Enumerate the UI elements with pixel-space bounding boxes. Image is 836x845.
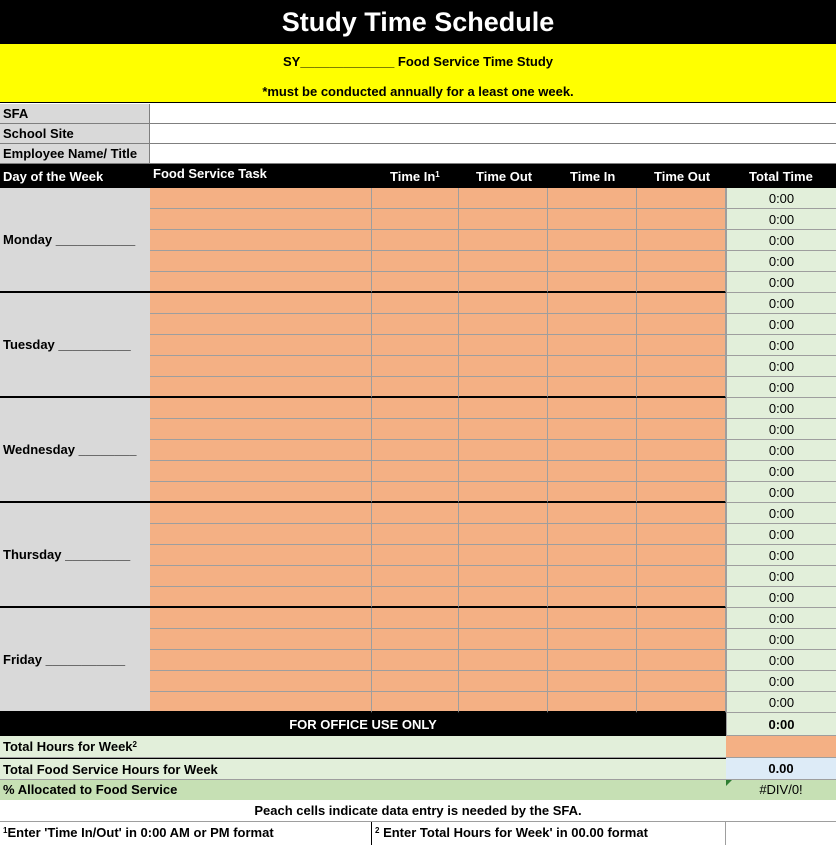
food-hours-value: 0.00 [726, 758, 836, 780]
time-out-2-cell[interactable] [637, 209, 726, 230]
time-out-1-cell[interactable] [459, 482, 548, 503]
task-cell[interactable] [150, 377, 372, 398]
time-out-2-cell[interactable] [637, 566, 726, 587]
time-in-1-cell[interactable] [372, 461, 459, 482]
total-time-cell: 0:00 [726, 461, 836, 482]
time-in-1-cell[interactable] [372, 440, 459, 461]
footnote-1: $^1$Enter 'Time In/Out' in 0:00 AM or PM format [0, 822, 372, 845]
school-site-label: School Site [0, 124, 150, 144]
total-time-cell: 0:00 [726, 272, 836, 293]
total-time-cell: 0:00 [726, 230, 836, 251]
time-out-2-cell[interactable] [637, 314, 726, 335]
time-in-1-cell[interactable] [372, 293, 459, 314]
time-in-1-cell[interactable] [372, 650, 459, 671]
task-cell[interactable] [150, 461, 372, 482]
time-in-2-cell[interactable] [548, 650, 637, 671]
time-out-1-cell[interactable] [459, 209, 548, 230]
header-time-in-2: Time In [570, 169, 616, 184]
time-out-2-cell[interactable] [637, 272, 726, 293]
task-cell[interactable] [150, 440, 372, 461]
time-in-2-cell[interactable] [548, 545, 637, 566]
total-time-cell: 0:00 [726, 482, 836, 503]
time-out-2-cell[interactable] [637, 377, 726, 398]
time-in-1-cell[interactable] [372, 545, 459, 566]
time-out-1-cell[interactable] [459, 293, 548, 314]
total-time-cell: 0:00 [726, 335, 836, 356]
total-time-cell: 0:00 [726, 293, 836, 314]
time-out-1-cell[interactable] [459, 461, 548, 482]
time-out-2-cell[interactable] [637, 650, 726, 671]
time-out-2-cell[interactable] [637, 671, 726, 692]
total-time-cell: 0:00 [726, 650, 836, 671]
time-in-1-cell[interactable] [372, 272, 459, 293]
time-out-2-cell[interactable] [637, 524, 726, 545]
time-out-1-cell[interactable] [459, 566, 548, 587]
time-in-2-cell[interactable] [548, 314, 637, 335]
day-label [0, 503, 150, 608]
time-in-1-cell[interactable] [372, 587, 459, 608]
sfa-input[interactable] [150, 104, 836, 124]
time-in-1-cell[interactable] [372, 356, 459, 377]
time-out-1-cell[interactable] [459, 272, 548, 293]
time-in-2-cell[interactable] [548, 377, 637, 398]
time-in-2-cell[interactable] [548, 524, 637, 545]
time-out-1-cell[interactable] [459, 419, 548, 440]
time-out-1-cell[interactable] [459, 356, 548, 377]
total-time-cell: 0:00 [726, 440, 836, 461]
day-label [0, 398, 150, 503]
day-label [0, 608, 150, 713]
task-cell[interactable] [150, 692, 372, 713]
task-cell[interactable] [150, 314, 372, 335]
total-time-cell: 0:00 [726, 566, 836, 587]
task-cell[interactable] [150, 251, 372, 272]
header-time-in-1: Time In$^1$ [390, 169, 440, 184]
total-time-cell: 0:00 [726, 608, 836, 629]
day-label-text: Monday ___________ [3, 232, 136, 247]
time-out-2-cell[interactable] [637, 440, 726, 461]
time-in-2-cell[interactable] [548, 398, 637, 419]
total-time-cell: 0:00 [726, 209, 836, 230]
time-in-1-cell[interactable] [372, 524, 459, 545]
time-in-2-cell[interactable] [548, 251, 637, 272]
time-in-2-cell[interactable] [548, 461, 637, 482]
time-in-2-cell[interactable] [548, 671, 637, 692]
time-in-1-cell[interactable] [372, 398, 459, 419]
error-marker-icon [726, 780, 732, 786]
time-out-2-cell[interactable] [637, 608, 726, 629]
yellow-banner [0, 44, 836, 103]
time-in-2-cell[interactable] [548, 419, 637, 440]
time-out-2-cell[interactable] [637, 419, 726, 440]
time-in-1-cell[interactable] [372, 566, 459, 587]
time-in-1-cell[interactable] [372, 251, 459, 272]
task-cell[interactable] [150, 272, 372, 293]
time-in-1-cell[interactable] [372, 419, 459, 440]
task-cell[interactable] [150, 524, 372, 545]
time-in-2-cell[interactable] [548, 230, 637, 251]
time-in-2-cell[interactable] [548, 587, 637, 608]
time-out-2-cell[interactable] [637, 335, 726, 356]
time-out-2-cell[interactable] [637, 356, 726, 377]
time-out-1-cell[interactable] [459, 671, 548, 692]
time-out-1-cell[interactable] [459, 230, 548, 251]
day-label-text: Thursday _________ [3, 547, 131, 562]
header-day: Day of the Week [3, 169, 104, 184]
employee-input[interactable] [150, 144, 836, 164]
pct-allocated-label: % Allocated to Food Service [0, 780, 726, 800]
food-hours-label: Total Food Service Hours for Week [0, 758, 726, 780]
total-hours-label: Total Hours for Week$^2$ [0, 736, 726, 758]
time-out-2-cell[interactable] [637, 503, 726, 524]
time-out-2-cell[interactable] [637, 587, 726, 608]
time-in-1-cell[interactable] [372, 314, 459, 335]
task-cell[interactable] [150, 671, 372, 692]
time-out-1-cell[interactable] [459, 440, 548, 461]
time-in-2-cell[interactable] [548, 272, 637, 293]
task-cell[interactable] [150, 398, 372, 419]
time-in-2-cell[interactable] [548, 503, 637, 524]
task-cell[interactable] [150, 629, 372, 650]
task-cell[interactable] [150, 293, 372, 314]
office-total: 0:00 [726, 713, 836, 736]
day-label-text: Wednesday ________ [3, 442, 137, 457]
time-in-2-cell[interactable] [548, 209, 637, 230]
annual-note: *must be conducted annually for a least one week. [262, 84, 574, 99]
day-label-text: Tuesday __________ [3, 337, 131, 352]
time-in-2-cell[interactable] [548, 440, 637, 461]
header-total-time: Total Time [749, 169, 813, 184]
time-in-1-cell[interactable] [372, 692, 459, 713]
footnote-blank [726, 822, 836, 845]
time-out-1-cell[interactable] [459, 503, 548, 524]
sy-line: SY_____________ Food Service Time Study [282, 54, 554, 69]
task-cell[interactable] [150, 335, 372, 356]
time-out-2-cell[interactable] [637, 230, 726, 251]
time-in-2-cell[interactable] [548, 356, 637, 377]
task-cell[interactable] [150, 503, 372, 524]
time-in-2-cell[interactable] [548, 608, 637, 629]
total-time-cell: 0:00 [726, 671, 836, 692]
time-out-1-cell[interactable] [459, 251, 548, 272]
time-in-1-cell[interactable] [372, 209, 459, 230]
time-out-1-cell[interactable] [459, 650, 548, 671]
total-time-cell: 0:00 [726, 545, 836, 566]
time-out-1-cell[interactable] [459, 335, 548, 356]
time-in-1-cell[interactable] [372, 482, 459, 503]
total-time-cell: 0:00 [726, 314, 836, 335]
time-out-2-cell[interactable] [637, 398, 726, 419]
time-out-2-cell[interactable] [637, 692, 726, 713]
total-hours-input[interactable] [726, 736, 836, 758]
time-in-1-cell[interactable] [372, 188, 459, 209]
time-in-2-cell[interactable] [548, 293, 637, 314]
time-out-1-cell[interactable] [459, 545, 548, 566]
time-out-2-cell[interactable] [637, 188, 726, 209]
header-time-out-2: Time Out [654, 169, 711, 184]
total-time-cell: 0:00 [726, 398, 836, 419]
school-site-input[interactable] [150, 124, 836, 144]
total-time-cell: 0:00 [726, 419, 836, 440]
total-time-cell: 0:00 [726, 251, 836, 272]
day-label [0, 188, 150, 293]
day-label [0, 293, 150, 398]
time-out-1-cell[interactable] [459, 188, 548, 209]
total-time-cell: 0:00 [726, 524, 836, 545]
task-cell[interactable] [150, 230, 372, 251]
total-time-cell: 0:00 [726, 587, 836, 608]
sfa-label: SFA [0, 104, 150, 124]
footnote-2: $^2$ Enter Total Hours for Week' in 00.00 format [372, 822, 726, 845]
time-in-2-cell[interactable] [548, 188, 637, 209]
time-out-1-cell[interactable] [459, 608, 548, 629]
header-time-out-1: Time Out [476, 169, 533, 184]
time-in-2-cell[interactable] [548, 566, 637, 587]
page-title: Study Time Schedule [0, 0, 836, 44]
total-time-cell: 0:00 [726, 356, 836, 377]
time-out-2-cell[interactable] [637, 629, 726, 650]
task-cell[interactable] [150, 419, 372, 440]
time-in-1-cell[interactable] [372, 335, 459, 356]
header-task: Food Service Task [153, 166, 267, 181]
total-time-cell: 0:00 [726, 188, 836, 209]
time-out-1-cell[interactable] [459, 587, 548, 608]
time-out-1-cell[interactable] [459, 692, 548, 713]
task-cell[interactable] [150, 188, 372, 209]
time-in-1-cell[interactable] [372, 377, 459, 398]
time-in-2-cell[interactable] [548, 482, 637, 503]
time-out-1-cell[interactable] [459, 377, 548, 398]
total-time-cell: 0:00 [726, 692, 836, 713]
time-out-1-cell[interactable] [459, 629, 548, 650]
total-time-cell: 0:00 [726, 377, 836, 398]
time-out-2-cell[interactable] [637, 251, 726, 272]
time-out-1-cell[interactable] [459, 398, 548, 419]
time-out-2-cell[interactable] [637, 545, 726, 566]
time-in-2-cell[interactable] [548, 629, 637, 650]
peach-cells-note: Peach cells indicate data entry is needed by the SFA. [0, 800, 836, 822]
time-in-1-cell[interactable] [372, 608, 459, 629]
time-in-2-cell[interactable] [548, 335, 637, 356]
time-in-1-cell[interactable] [372, 629, 459, 650]
task-cell[interactable] [150, 209, 372, 230]
office-use-banner: FOR OFFICE USE ONLY [0, 713, 726, 736]
task-cell[interactable] [150, 482, 372, 503]
task-cell[interactable] [150, 650, 372, 671]
task-cell[interactable] [150, 566, 372, 587]
task-cell[interactable] [150, 356, 372, 377]
task-cell[interactable] [150, 545, 372, 566]
total-time-cell: 0:00 [726, 629, 836, 650]
time-out-1-cell[interactable] [459, 314, 548, 335]
time-out-2-cell[interactable] [637, 482, 726, 503]
time-in-1-cell[interactable] [372, 503, 459, 524]
time-out-2-cell[interactable] [637, 293, 726, 314]
table-header [0, 164, 836, 188]
total-time-cell: 0:00 [726, 503, 836, 524]
pct-allocated-value: #DIV/0! [726, 780, 836, 800]
task-cell[interactable] [150, 587, 372, 608]
employee-label: Employee Name/ Title [0, 144, 150, 164]
time-in-1-cell[interactable] [372, 671, 459, 692]
day-label-text: Friday ___________ [3, 652, 126, 667]
time-in-2-cell[interactable] [548, 692, 637, 713]
time-out-2-cell[interactable] [637, 461, 726, 482]
time-in-1-cell[interactable] [372, 230, 459, 251]
time-out-1-cell[interactable] [459, 524, 548, 545]
task-cell[interactable] [150, 608, 372, 629]
